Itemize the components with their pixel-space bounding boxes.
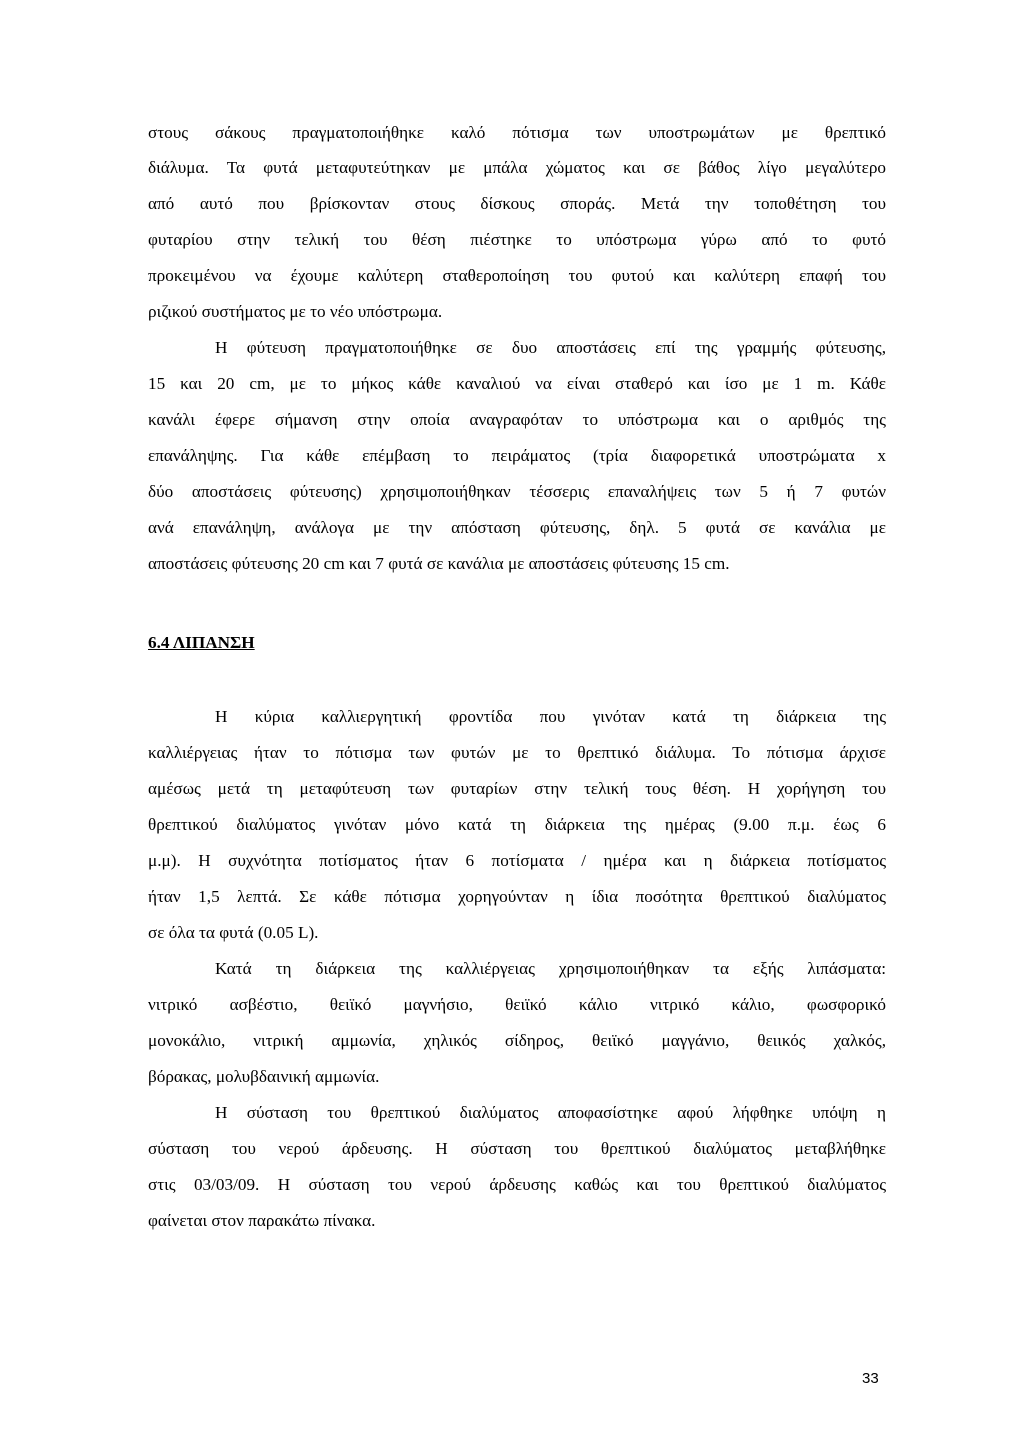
section-heading: 6.4 ΛΙΠΑΝΣΗ [148,633,255,652]
text-line: κανάλι έφερε σήμανση στην οποία αναγραφόταν το υπόστρωμα και ο αριθμός της [148,410,886,429]
text-line: ανά επανάληψη, ανάλογα με την απόσταση φύτευσης, δηλ. 5 φυτά σε κανάλια με [148,518,886,537]
text-line: από αυτό που βρίσκονταν στους δίσκους σποράς. Μετά την τοποθέτηση του [148,194,886,213]
text-line: φυταρίου στην τελική του θέση πιέστηκε το υπόστρωμα γύρω από το φυτό [148,230,886,249]
text-line: Κατά τη διάρκεια της καλλιέργειας χρησιμοποιήθηκαν τα εξής λιπάσματα: [215,959,886,978]
text-line: δύο αποστάσεις φύτευσης) χρησιμοποιήθηκαν τέσσερις επαναλήψεις των 5 ή 7 φυτών [148,482,886,501]
text-line: ριζικού συστήματος με το νέο υπόστρωμα. [148,302,443,321]
text-line: μ.μ). Η συχνότητα ποτίσματος ήταν 6 ποτίσματα / ημέρα και η διάρκεια ποτίσματος [148,851,886,870]
text-line: μονοκάλιο, νιτρική αμμωνία, χηλικός σίδηρος, θειϊκό μαγγάνιο, θειικός χαλκός, [148,1031,886,1050]
text-line: 15 και 20 cm, με το μήκος κάθε καναλιού να είναι σταθερό και ίσο με 1 m. Κάθε [148,374,886,393]
text-line: στις 03/03/09. Η σύσταση του νερού άρδευσης καθώς και του θρεπτικού διαλύματος [148,1175,886,1194]
text-line: φαίνεται στον παρακάτω πίνακα. [148,1211,376,1230]
text-line: αποστάσεις φύτευσης 20 cm και 7 φυτά σε κανάλια με αποστάσεις φύτευσης 15 cm. [148,554,730,573]
text-line: βόρακας, μολυβδαινική αμμωνία. [148,1067,380,1086]
text-line: σύσταση του νερού άρδευσης. Η σύσταση του θρεπτικού διαλύματος μεταβλήθηκε [148,1139,886,1158]
text-line: αμέσως μετά τη μεταφύτευση των φυταρίων στην τελική τους θέση. Η χορήγηση του [148,779,886,798]
text-line: Η φύτευση πραγματοποιήθηκε σε δυο αποστάσεις επί της γραμμής φύτευσης, [215,338,886,357]
text-line: στους σάκους πραγματοποιήθηκε καλό πότισμα των υποστρωμάτων με θρεπτικό [148,123,886,142]
text-line: διάλυμα. Τα φυτά μεταφυτεύτηκαν με μπάλα χώματος και σε βάθος λίγο μεγαλύτερο [148,158,886,177]
text-line: νιτρικό ασβέστιο, θειϊκό μαγνήσιο, θειϊκό κάλιο νιτρικό κάλιο, φωσφορικό [148,995,886,1014]
text-line: θρεπτικού διαλύματος γινόταν μόνο κατά τη διάρκεια της ημέρας (9.00 π.μ. έως 6 [148,815,886,834]
text-line: προκειμένου να έχουμε καλύτερη σταθεροποίηση του φυτού και καλύτερη επαφή του [148,266,886,285]
text-line: Η σύσταση του θρεπτικού διαλύματος αποφασίστηκε αφού λήφθηκε υπόψη η [215,1103,886,1122]
text-line: σε όλα τα φυτά (0.05 L). [148,923,319,942]
text-line: επανάληψης. Για κάθε επέμβαση το πειράματος (τρία διαφορετικά υποστρώματα x [148,446,886,465]
text-line: καλλιέργειας ήταν το πότισμα των φυτών με το θρεπτικό διάλυμα. Το πότισμα άρχισε [148,743,886,762]
page-number: 33 [862,1370,879,1387]
text-line: Η κύρια καλλιεργητική φροντίδα που γινόταν κατά τη διάρκεια της [215,707,886,726]
text-line: ήταν 1,5 λεπτά. Σε κάθε πότισμα χορηγούνταν η ίδια ποσότητα θρεπτικού διαλύματος [148,887,886,906]
